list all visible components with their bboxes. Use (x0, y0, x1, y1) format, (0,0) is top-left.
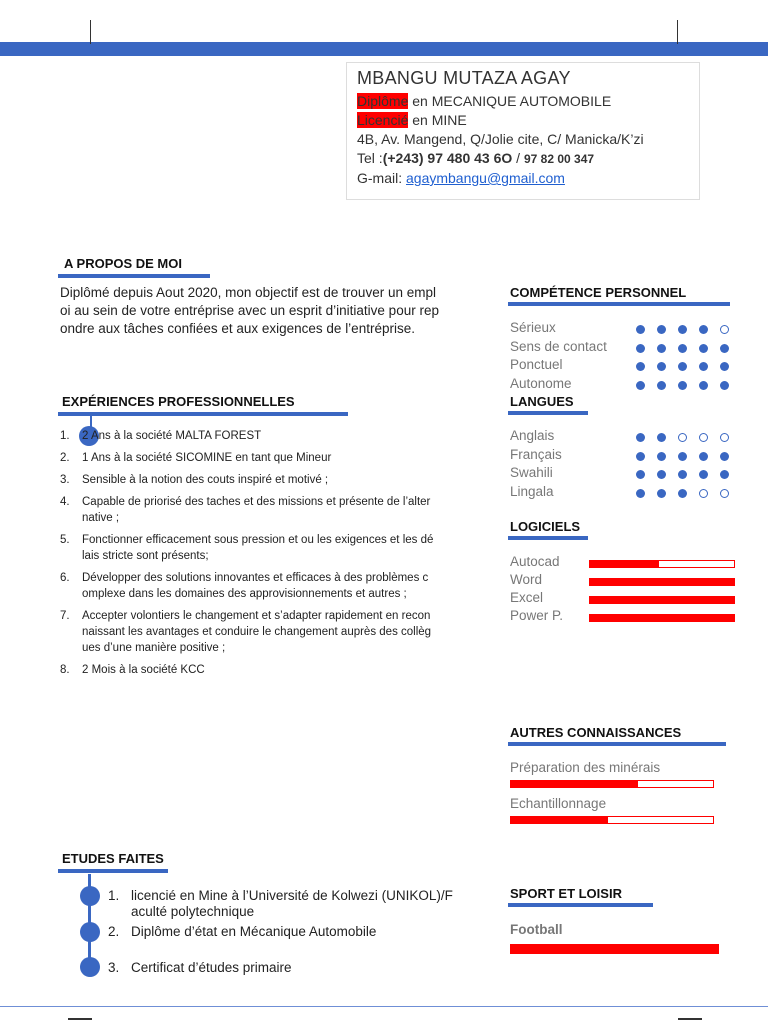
rating-row (510, 357, 740, 376)
list-item-number: 8. (60, 664, 70, 676)
competence-title: COMPÉTENCE PERSONNEL (510, 285, 687, 300)
list-item-text (82, 662, 205, 678)
etudes-title: ETUDES FAITES (62, 851, 164, 866)
software-row (510, 554, 740, 572)
rating-dot (699, 452, 708, 461)
list-item-number: 6. (60, 572, 70, 584)
logiciels-list (510, 554, 740, 626)
list-item-line: Fonctionner efficacement sous pression et ou les exigences et les dé (82, 534, 434, 546)
sport-row (510, 922, 740, 962)
rating-dot (657, 325, 666, 334)
list-item-text (82, 608, 431, 656)
contact-header (346, 62, 700, 200)
list-item (60, 570, 500, 602)
software-row (510, 590, 740, 608)
rating-dot (699, 470, 708, 479)
list-item-text (82, 472, 328, 488)
candidate-name: MBANGU MUTAZA AGAY (357, 68, 571, 88)
top-left-tick (90, 20, 91, 44)
competence-title-bar (508, 302, 730, 306)
list-item-line: lais stricte sont présents; (82, 550, 209, 562)
rating-dot (678, 470, 687, 479)
rating-dot (657, 381, 666, 390)
knowledge-bar (510, 816, 714, 824)
etudes-line: Diplôme d’état en Mécanique Automobile (131, 924, 377, 939)
list-item (60, 532, 500, 564)
list-item-line: 2 Ans à la société MALTA FOREST (82, 430, 262, 442)
rating-dot (657, 344, 666, 353)
rating-row (510, 339, 740, 358)
list-item (60, 608, 500, 656)
email-line: G-mail: agaymbangu@gmail.com (357, 170, 565, 186)
software-label: Word (510, 572, 543, 587)
rating-row (510, 376, 740, 395)
list-item-line: 1 Ans à la société SICOMINE en tant que Mineur (82, 452, 332, 464)
rating-dot (699, 381, 708, 390)
etudes-title-bar (58, 869, 168, 873)
sport-bar-fill (511, 945, 718, 953)
rating-dot (636, 433, 645, 442)
phone-alt: 97 82 00 347 (523, 152, 595, 166)
sport-title-bar (508, 903, 653, 907)
top-accent-bar (0, 42, 768, 56)
rating-dot (657, 489, 666, 498)
rating-dot (720, 344, 729, 353)
experience-title: EXPÉRIENCES PROFESSIONNELLES (62, 394, 295, 409)
etudes-line: Certificat d’études primaire (131, 960, 292, 975)
list-item-text (82, 428, 261, 444)
list-item (60, 494, 500, 526)
rating-dot (636, 489, 645, 498)
etudes-number: 1. (108, 888, 120, 903)
rating-dot (720, 362, 729, 371)
top-right-tick (677, 20, 678, 44)
knowledge-label: Echantillonnage (510, 796, 607, 811)
software-label: Power P. (510, 608, 564, 623)
rating-dot (636, 344, 645, 353)
bottom-line (0, 1006, 768, 1007)
list-item (60, 428, 500, 444)
sport-label: Football (510, 922, 563, 937)
langues-title-bar (508, 411, 588, 415)
sport-title: SPORT ET LOISIR (510, 886, 622, 901)
list-item-line: Sensible à la notion des couts inspiré et motivé ; (82, 474, 329, 486)
etudes-number: 2. (108, 924, 120, 939)
rating-label: Français (510, 446, 562, 462)
skill-bar (589, 596, 735, 604)
rating-dot (657, 470, 666, 479)
etudes-item-2 (108, 924, 498, 940)
address-line: 4B, Av. Mangend, Q/Jolie cite, C/ Manicka/K’zi (357, 131, 644, 147)
rating-dot (636, 470, 645, 479)
phone-main: (+243) 97 480 43 6O (382, 150, 513, 166)
software-row (510, 572, 740, 590)
etudes-item-3 (108, 960, 498, 976)
rating-label: Ponctuel (510, 357, 563, 372)
list-item-line: Accepter volontiers le changement et s’adapter rapidement en recon (82, 610, 431, 622)
autres-title-bar (508, 742, 726, 746)
rating-label: Sérieux (510, 320, 556, 335)
software-row (510, 608, 740, 626)
rating-dot (699, 433, 708, 442)
skill-bar-fill (590, 561, 659, 567)
sport-bar (510, 944, 719, 954)
list-item-number: 2. (60, 452, 70, 464)
list-item-line: native ; (82, 512, 120, 524)
list-item (60, 450, 500, 466)
skill-bar (589, 614, 735, 622)
about-title-bar (58, 274, 210, 278)
autres-title: AUTRES CONNAISSANCES (510, 725, 682, 740)
knowledge-row (510, 760, 740, 796)
list-item-line: 2 Mois à la société KCC (82, 664, 205, 676)
etudes-text (131, 924, 376, 940)
list-item-number: 7. (60, 610, 70, 622)
rating-dot (720, 325, 729, 334)
diploma-line: Diplôme en MECANIQUE AUTOMOBILE (357, 93, 612, 109)
knowledge-bar-fill (511, 817, 608, 823)
list-item-number: 5. (60, 534, 70, 546)
rating-dot (720, 489, 729, 498)
rating-label: Swahili (510, 465, 553, 480)
licence-highlight: Licencié (357, 112, 409, 128)
bottom-right-tick (678, 1018, 702, 1026)
rating-label: Anglais (510, 428, 555, 443)
licence-line: Licencié en MINE (357, 112, 467, 128)
rating-dot (678, 489, 687, 498)
rating-dot (657, 452, 666, 461)
etudes-line: aculté polytechnique (131, 904, 255, 919)
rating-dot (678, 325, 687, 334)
rating-dot (678, 433, 687, 442)
rating-dot (699, 362, 708, 371)
skill-bar-fill (590, 597, 734, 603)
skill-bar-fill (590, 615, 734, 621)
langues-title: LANGUES (510, 394, 574, 409)
etudes-line: licencié en Mine à l’Université de Kolwezi (UNIKOL)/F (131, 888, 453, 903)
rating-label: Lingala (510, 483, 554, 499)
list-item-line: Capable de priorisé des taches et des missions et présente de l’alter (82, 496, 431, 508)
about-paragraph (60, 284, 500, 338)
rating-dot (720, 381, 729, 390)
software-label: Excel (510, 590, 544, 605)
rating-dot (699, 344, 708, 353)
rating-dot (657, 362, 666, 371)
rating-dot (699, 325, 708, 334)
rating-row (510, 447, 740, 466)
rating-label: Autonome (510, 375, 572, 391)
rating-label: Sens de contact (510, 338, 607, 354)
rating-dot (636, 381, 645, 390)
phone-line: Tel :(+243) 97 480 43 6O / 97 82 00 347 (357, 150, 595, 166)
about-title: A PROPOS DE MOI (64, 256, 182, 271)
rating-row (510, 484, 740, 503)
list-item-line: ues d’une manière positive ; (82, 642, 226, 654)
list-item-line: naissant les avantages et conduire le changement auprès des collèg (82, 626, 432, 638)
competence-list (510, 320, 740, 394)
rating-dot (636, 362, 645, 371)
etudes-marker-3 (80, 957, 100, 977)
rating-dot (699, 489, 708, 498)
rating-row (510, 320, 740, 339)
list-item-number: 1. (60, 430, 70, 442)
etudes-item-1 (108, 888, 498, 920)
logiciels-title-bar (508, 536, 588, 540)
about-line: Diplômé depuis Aout 2020, mon objectif est de trouver un empl (60, 285, 436, 300)
etudes-number: 3. (108, 960, 120, 975)
list-item-number: 4. (60, 496, 70, 508)
rating-dot (720, 452, 729, 461)
rating-dot (678, 362, 687, 371)
etudes-text (131, 960, 292, 976)
langues-list (510, 428, 740, 502)
software-label: Autocad (510, 554, 560, 569)
list-item-text (82, 532, 433, 564)
rating-dot (636, 325, 645, 334)
rating-row (510, 428, 740, 447)
skill-bar-fill (590, 579, 734, 585)
etudes-marker-2 (80, 922, 100, 942)
rating-dot (678, 381, 687, 390)
rating-dot (720, 470, 729, 479)
bottom-left-tick (68, 1018, 92, 1026)
experience-title-bar (58, 412, 348, 416)
skill-bar (589, 578, 735, 586)
list-item (60, 662, 500, 678)
list-item-text (82, 494, 430, 526)
knowledge-label: Préparation des minérais (510, 760, 661, 775)
knowledge-bar (510, 780, 714, 788)
etudes-text (131, 888, 453, 920)
rating-dot (720, 433, 729, 442)
sport-list (510, 922, 740, 962)
list-item-line: Développer des solutions innovantes et efficaces à des problèmes c (82, 572, 429, 584)
rating-dot (678, 452, 687, 461)
logiciels-title: LOGICIELS (510, 519, 581, 534)
rating-row (510, 465, 740, 484)
rating-dot (657, 433, 666, 442)
knowledge-bar-fill (511, 781, 638, 787)
knowledge-row (510, 796, 740, 832)
diploma-highlight: Diplôme (357, 93, 409, 109)
list-item-line: omplexe dans les domaines des approvisionnements et autres ; (82, 588, 407, 600)
list-item (60, 472, 500, 488)
about-line: oi au sein de votre entréprise avec un esprit d’initiative pour rep (60, 303, 439, 318)
rating-dot (678, 344, 687, 353)
email-link[interactable]: agaymbangu@gmail.com (406, 170, 565, 186)
list-item-text (82, 450, 331, 466)
list-item-number: 3. (60, 474, 70, 486)
experience-list (60, 428, 500, 684)
list-item-text (82, 570, 428, 602)
skill-bar (589, 560, 735, 568)
rating-dot (636, 452, 645, 461)
autres-list (510, 760, 740, 832)
etudes-marker-1 (80, 886, 100, 906)
about-line: ondre aux tâches confiées et aux exigences de l’entréprise. (60, 321, 415, 336)
